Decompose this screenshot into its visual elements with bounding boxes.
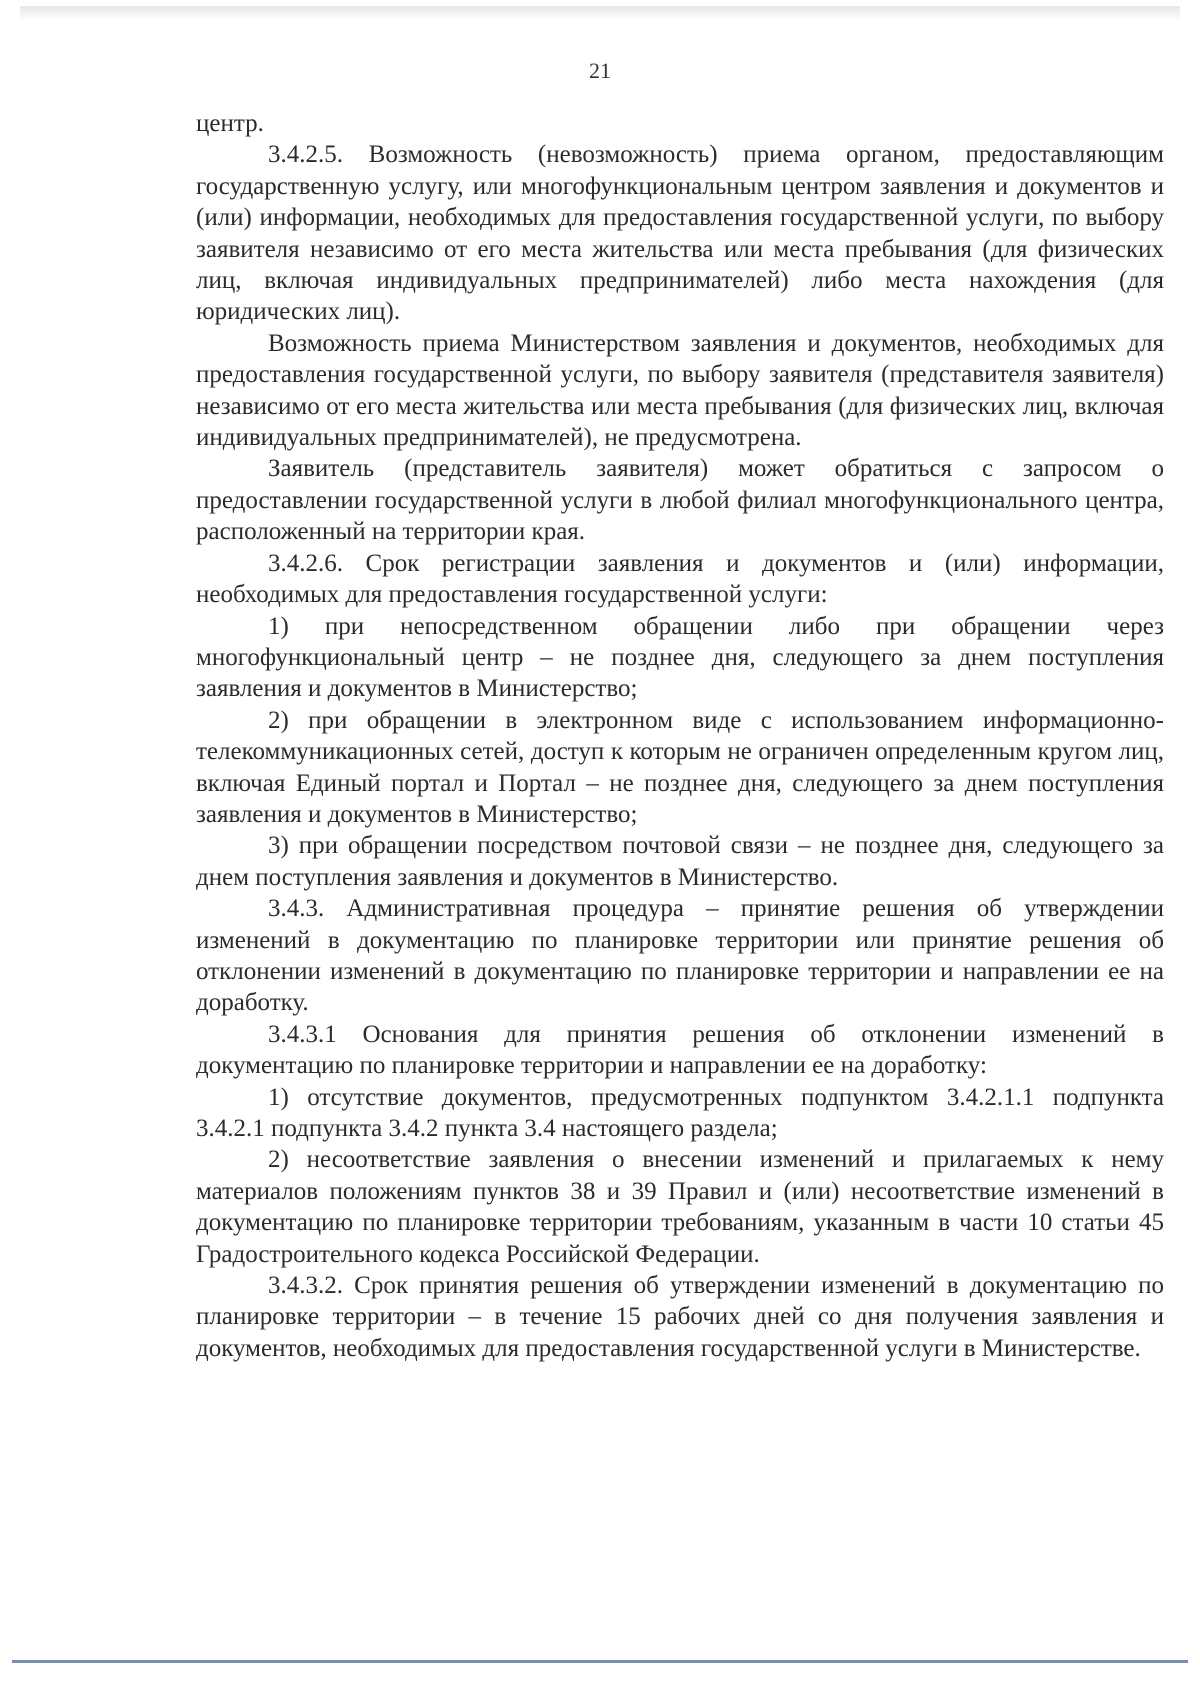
- footer-rule: [12, 1660, 1188, 1663]
- paragraph: 2) несоответствие заявления о внесении изменений и прилагаемых к нему материалов положениям пунктов 38 и 39 Правил и (или) несоответствие изменений в документацию по планировке территории требованиям, указанным в части 10 статьи 45 Градостроительного кодекса Российской Федерации.: [196, 1146, 1164, 1268]
- paragraph: 2) при обращении в электронном виде с использованием информационно-телекоммуникационных сетей, доступ к которым не ограничен определенным кругом лиц, включая Единый портал и Портал – не позднее дня, следующего за днем поступления заявления и документов в Министерство;: [196, 706, 1164, 828]
- paragraph: 3.4.2.5. Возможность (невозможность) приема органом, предоставляющим государственную услугу, или многофункциональным центром заявления и документов и (или) информации, необходимых для предоставления государственной услуги, по выбору заявителя независимо от его места жительства или места пребывания (для физических лиц, включая индивидуальных предпринимателей) либо места нахождения (для юридических лиц).: [196, 141, 1164, 326]
- paragraph: 3.4.3.2. Срок принятия решения об утверждении изменений в документацию по планировке территории – в течение 15 рабочих дней со дня получения заявления и документов, необходимых для предоставления государственной услуги в Министерстве.: [196, 1272, 1164, 1362]
- paragraph: 1) отсутствие документов, предусмотренных подпунктом 3.4.2.1.1 подпункта 3.4.2.1 подпункта 3.4.2 пункта 3.4 настоящего раздела;: [196, 1083, 1164, 1142]
- document-body: [196, 108, 1164, 1364]
- paragraph: Заявитель (представитель заявителя) может обратиться с запросом о предоставлении государственной услуги в любой филиал многофункционального центра, расположенный на территории края.: [196, 455, 1164, 546]
- paragraph: 1) при непосредственном обращении либо при обращении через многофункциональный центр – не позднее дня, следующего за днем поступления заявления и документов в Министерство;: [196, 612, 1164, 703]
- paragraph: 3.4.3. Административная процедура – принятие решения об утверждении изменений в документацию по планировке территории или принятие решения об отклонении изменений в документацию по планировке территории и направлении ее на доработку.: [196, 895, 1164, 1017]
- scan-shadow: [20, 6, 1180, 20]
- paragraph: центр.: [196, 110, 264, 137]
- paragraph: Возможность приема Министерством заявления и документов, необходимых для предоставления государственной услуги, по выбору заявителя (представителя заявителя) независимо от его места жительства или места пребывания (для физических лиц, включая индивидуальных предпринимателей), не предусмотрена.: [196, 329, 1164, 452]
- paragraph: 3) при обращении посредством почтовой связи – не позднее дня, следующего за днем поступления заявления и документов в Министерство.: [196, 832, 1164, 891]
- paragraph: 3.4.3.1 Основания для принятия решения об отклонении изменений в документацию по планировке территории и направлении ее на доработку:: [196, 1020, 1164, 1080]
- paragraph: 3.4.2.6. Срок регистрации заявления и документов и (или) информации, необходимых для предоставления государственной услуги:: [196, 549, 1164, 609]
- page-number: 21: [589, 58, 611, 83]
